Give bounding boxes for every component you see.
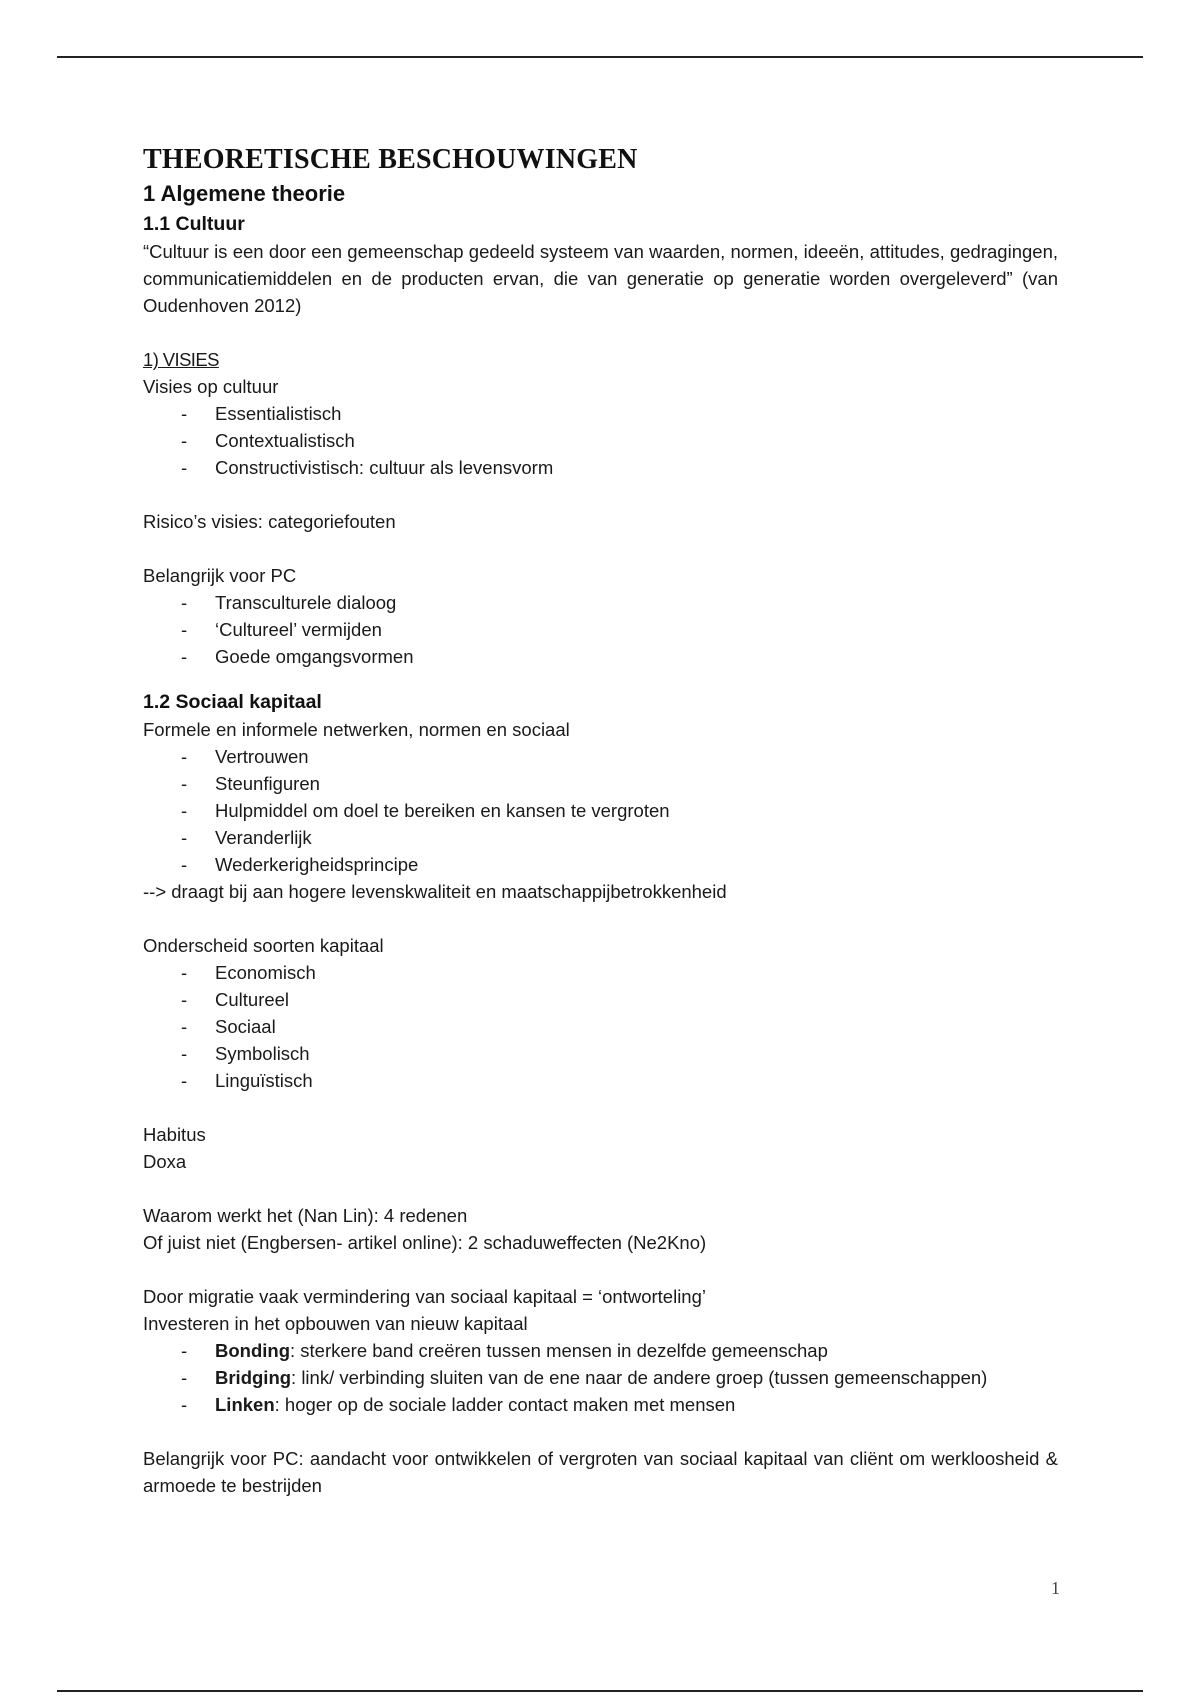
term-bonding: Bonding xyxy=(215,1340,291,1361)
section-heading: 1 Algemene theorie xyxy=(143,181,346,206)
list-item: - Contextualistisch xyxy=(143,427,1058,454)
sociaal-list xyxy=(143,743,1058,878)
term-bridging: Bridging xyxy=(215,1367,292,1388)
habitus-text: Habitus xyxy=(143,1124,206,1145)
list-item: - Wederkerigheidsprincipe xyxy=(143,851,1058,878)
list-item: - Constructivistisch: cultuur als levensvorm xyxy=(143,454,1058,481)
list-item xyxy=(143,1364,1058,1391)
risico-text: Risico’s visies: categoriefouten xyxy=(143,511,396,532)
belangrijk-pc-text: Belangrijk voor PC: aandacht voor ontwikkelen of vergroten van sociaal kapitaal van cliënt om werkloosheid & armoede te bestrijden xyxy=(143,1448,1058,1496)
cultuur-quote: “Cultuur is een door een gemeenschap gedeeld systeem van waarden, normen, ideeën, attitudes, gedragingen, communicatiemiddelen en de producten ervan, die van generatie op generatie worden overgeleverd” (van Oudenhoven 2012) xyxy=(143,241,1058,316)
footer-rule xyxy=(57,1690,1143,1692)
visies-list xyxy=(143,400,1058,481)
list-item: - Linguïstisch xyxy=(143,1067,1058,1094)
document-body xyxy=(143,142,1058,1499)
list-item: - Transculturele dialoog xyxy=(143,589,1058,616)
page-number: 1 xyxy=(1051,1578,1060,1598)
list-item: - Essentialistisch xyxy=(143,400,1058,427)
list-item: - Goede omgangsvormen xyxy=(143,643,1058,670)
list-item: - Hulpmiddel om doel te bereiken en kansen te vergroten xyxy=(143,797,1058,824)
list-item: - Vertrouwen xyxy=(143,743,1058,770)
list-item xyxy=(143,1391,1058,1418)
list-item: - Economisch xyxy=(143,959,1058,986)
waarom-text: Waarom werkt het (Nan Lin): 4 redenen xyxy=(143,1205,468,1226)
list-item: - Symbolisch xyxy=(143,1040,1058,1067)
list-item: - Veranderlijk xyxy=(143,824,1058,851)
arrow-note: --> draagt bij aan hogere levenskwaliteit en maatschappijbetrokkenheid xyxy=(143,881,727,902)
visies-intro: Visies op cultuur xyxy=(143,376,279,397)
belangrijk-intro: Belangrijk voor PC xyxy=(143,565,297,586)
migratie-text: Door migratie vaak vermindering van sociaal kapitaal = ‘ontworteling’ xyxy=(143,1286,706,1307)
subsection-heading-cultuur: 1.1 Cultuur xyxy=(143,213,245,235)
doxa-text: Doxa xyxy=(143,1151,187,1172)
sociaal-intro: Formele en informele netwerken, normen en sociaal xyxy=(143,719,570,740)
document-title: THEORETISCHE BESCHOUWINGEN xyxy=(143,144,638,175)
term-description: : hoger op de sociale ladder contact maken met mensen xyxy=(274,1394,736,1415)
investeren-text: Investeren in het opbouwen van nieuw kapitaal xyxy=(143,1313,528,1334)
list-item: - Steunfiguren xyxy=(143,770,1058,797)
list-item: - Cultureel xyxy=(143,986,1058,1013)
term-description: : sterkere band creëren tussen mensen in dezelfde gemeenschap xyxy=(290,1340,828,1361)
list-item: - ‘Cultureel’ vermijden xyxy=(143,616,1058,643)
belangrijk-list xyxy=(143,589,1058,670)
ofjuist-text: Of juist niet (Engbersen- artikel online): 2 schaduweffecten (Ne2Kno) xyxy=(143,1232,707,1253)
list-item xyxy=(143,1337,1058,1364)
visies-heading: 1) VISIES xyxy=(143,349,219,370)
subsection-heading-sociaal-kapitaal: 1.2 Sociaal kapitaal xyxy=(143,691,322,713)
header-rule xyxy=(57,56,1143,58)
soorten-intro: Onderscheid soorten kapitaal xyxy=(143,935,384,956)
kapitaal-list xyxy=(143,1337,1058,1418)
term-description: : link/ verbinding sluiten van de ene naar de andere groep (tussen gemeenschappen) xyxy=(291,1367,988,1388)
list-item: - Sociaal xyxy=(143,1013,1058,1040)
soorten-list xyxy=(143,959,1058,1094)
term-linken: Linken xyxy=(215,1394,275,1415)
